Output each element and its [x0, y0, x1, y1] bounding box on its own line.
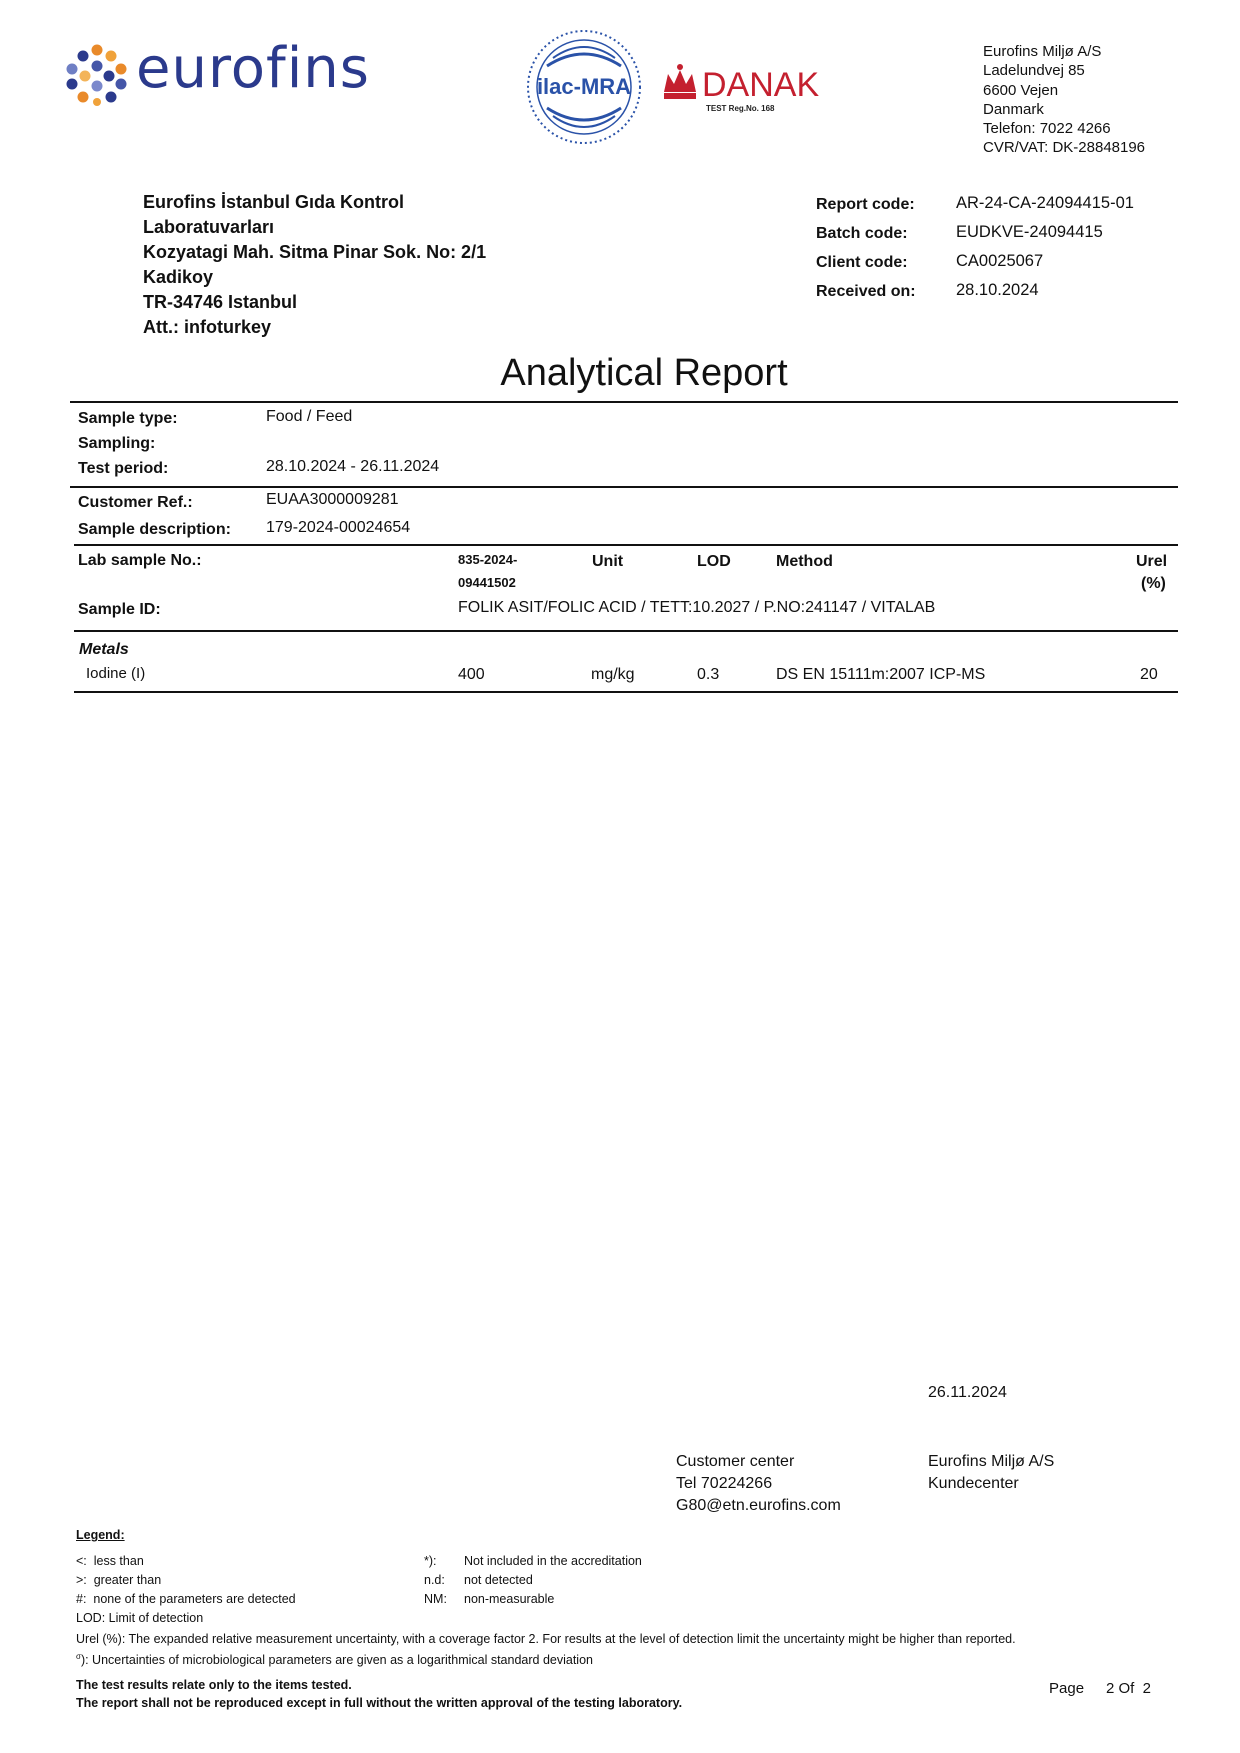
- divider: [74, 630, 1178, 632]
- signature-date: 26.11.2024: [928, 1384, 1007, 1401]
- legend-right: [424, 1552, 642, 1609]
- lab-address-line: 6600 Vejen: [983, 81, 1059, 99]
- client-address-line: Laboratuvarları: [143, 217, 275, 237]
- eurofins-logo-text: eurofins: [136, 36, 370, 101]
- legend-text: greater than: [93, 1573, 162, 1587]
- ilac-mra-logo: [525, 28, 643, 146]
- lab-signature-line: Kundecenter: [928, 1475, 1019, 1492]
- legend-micro: [76, 1652, 593, 1667]
- page-number: 2 Of 2: [1106, 1680, 1152, 1697]
- legend-left: [76, 1552, 296, 1628]
- batch-code-label: Batch code:: [816, 225, 908, 242]
- client-address-line: Kadikoy: [143, 267, 214, 287]
- sample-id-label: Sample ID:: [78, 601, 161, 618]
- result-method: DS EN 15111m:2007 ICP-MS: [776, 666, 986, 683]
- lab-signature: [928, 1451, 1054, 1495]
- sample-description: 179-2024-00024654: [266, 519, 411, 536]
- client-code: CA0025067: [956, 252, 1044, 270]
- report-code: AR-24-CA-24094415-01: [956, 194, 1134, 212]
- lab-sample-no: 09441502: [458, 575, 516, 590]
- report-title: Analytical Report: [500, 352, 788, 394]
- divider: [74, 544, 1178, 546]
- legend-micro-symbol: σ: [76, 1652, 81, 1661]
- codes-labels: [816, 190, 916, 306]
- received-date: 28.10.2024: [956, 281, 1039, 299]
- result-value: 400: [458, 666, 485, 683]
- urel-header: Urel: [1136, 553, 1168, 570]
- footer-line: The report shall not be reproduced except in full without the written approval of the testing laboratory.: [76, 1696, 683, 1710]
- customer-center-line: G80@etn.eurofins.com: [676, 1497, 841, 1514]
- legend-text: not detected: [464, 1573, 533, 1587]
- sample-type: Food / Feed: [266, 408, 353, 425]
- lab-address-line: Danmark: [983, 100, 1044, 118]
- legend-text: Not included in the accreditation: [464, 1554, 642, 1568]
- test-period: 28.10.2024 - 26.11.2024: [266, 458, 440, 475]
- legend-symbol: #:: [76, 1592, 87, 1606]
- legend-micro-text: ): Uncertainties of microbiological parameters are given as a logarithmical standard deviation: [80, 1653, 593, 1668]
- lab-address-line: CVR/VAT: DK-28848196: [983, 139, 1146, 157]
- sample-id: FOLIK ASIT/FOLIC ACID / TETT:10.2027 / P.NO:241147 / VITALAB: [458, 599, 936, 616]
- legend-text: none of the parameters are detected: [93, 1592, 296, 1606]
- lab-address-line: Telefon: 7022 4266: [983, 120, 1111, 138]
- lod-header: LOD: [697, 553, 731, 570]
- legend-symbol: >:: [76, 1573, 87, 1587]
- page-label: Page: [1049, 1680, 1085, 1697]
- codes-values: [956, 189, 1134, 305]
- customer-center-line: Tel 70224266: [676, 1475, 773, 1492]
- danak-reg: TEST Reg.No. 168: [706, 104, 775, 113]
- legend-text: non-measurable: [464, 1592, 555, 1606]
- legend-symbol: NM:: [424, 1592, 447, 1606]
- received-label: Received on:: [816, 283, 916, 300]
- result-lod: 0.3: [697, 666, 720, 683]
- customer-center-line: Customer center: [676, 1453, 795, 1470]
- client-address-line: Eurofins İstanbul Gıda Kontrol: [143, 192, 404, 212]
- eurofins-logo-mark: [66, 44, 128, 106]
- lab-sample-no: 835-2024-: [458, 552, 518, 567]
- customer-ref: EUAA3000009281: [266, 491, 399, 508]
- legend-urel: Urel (%): The expanded relative measurement uncertainty, with a coverage factor 2. For results at the level of detection limit the uncertainty might be higher than reported.: [76, 1632, 1016, 1646]
- customer-center: [676, 1451, 841, 1517]
- legend-lod: LOD: Limit of detection: [76, 1611, 204, 1625]
- parameter-name: Iodine (I): [86, 665, 146, 682]
- legend-symbol: *):: [424, 1554, 437, 1568]
- result-unit: mg/kg: [591, 666, 635, 683]
- legend-title: Legend:: [76, 1528, 125, 1542]
- client-address: [143, 190, 486, 340]
- lab-signature-line: Eurofins Miljø A/S: [928, 1453, 1055, 1470]
- method-header: Method: [776, 553, 833, 570]
- batch-code: EUDKVE-24094415: [956, 223, 1103, 241]
- divider: [70, 401, 1178, 403]
- lab-address-line: Eurofins Miljø A/S: [983, 43, 1102, 60]
- footer-line: The test results relate only to the items tested.: [76, 1678, 352, 1692]
- report-code-label: Report code:: [816, 196, 915, 213]
- client-code-label: Client code:: [816, 254, 908, 271]
- sample-type-label: Sample type:: [78, 410, 178, 427]
- divider: [70, 486, 1178, 488]
- unit-header: Unit: [592, 553, 624, 570]
- client-address-line: TR-34746 Istanbul: [143, 292, 298, 312]
- legend-symbol: <:: [76, 1554, 87, 1568]
- client-address-line: Kozyatagi Mah. Sitma Pinar Sok. No: 2/1: [143, 242, 487, 262]
- ilac-text: ilac-MRA: [536, 74, 632, 99]
- legend-text: less than: [93, 1554, 144, 1568]
- divider: [74, 691, 1178, 693]
- lab-sample-label: Lab sample No.:: [78, 552, 202, 569]
- customer-ref-label: Customer Ref.:: [78, 494, 193, 511]
- client-address-line: Att.: infoturkey: [143, 317, 271, 337]
- result-urel: 20: [1140, 666, 1158, 683]
- sampling-label: Sampling:: [78, 435, 156, 452]
- urel-header-unit: (%): [1141, 575, 1166, 592]
- legend-symbol: n.d:: [424, 1573, 445, 1587]
- test-period-label: Test period:: [78, 460, 169, 477]
- lab-address: [983, 42, 1145, 158]
- lab-address-line: Ladelundvej 85: [983, 62, 1085, 80]
- danak-text: DANAK: [702, 66, 820, 104]
- danak-logo: [660, 62, 830, 116]
- section-title: Metals: [79, 641, 129, 658]
- sample-description-label: Sample description:: [78, 521, 231, 538]
